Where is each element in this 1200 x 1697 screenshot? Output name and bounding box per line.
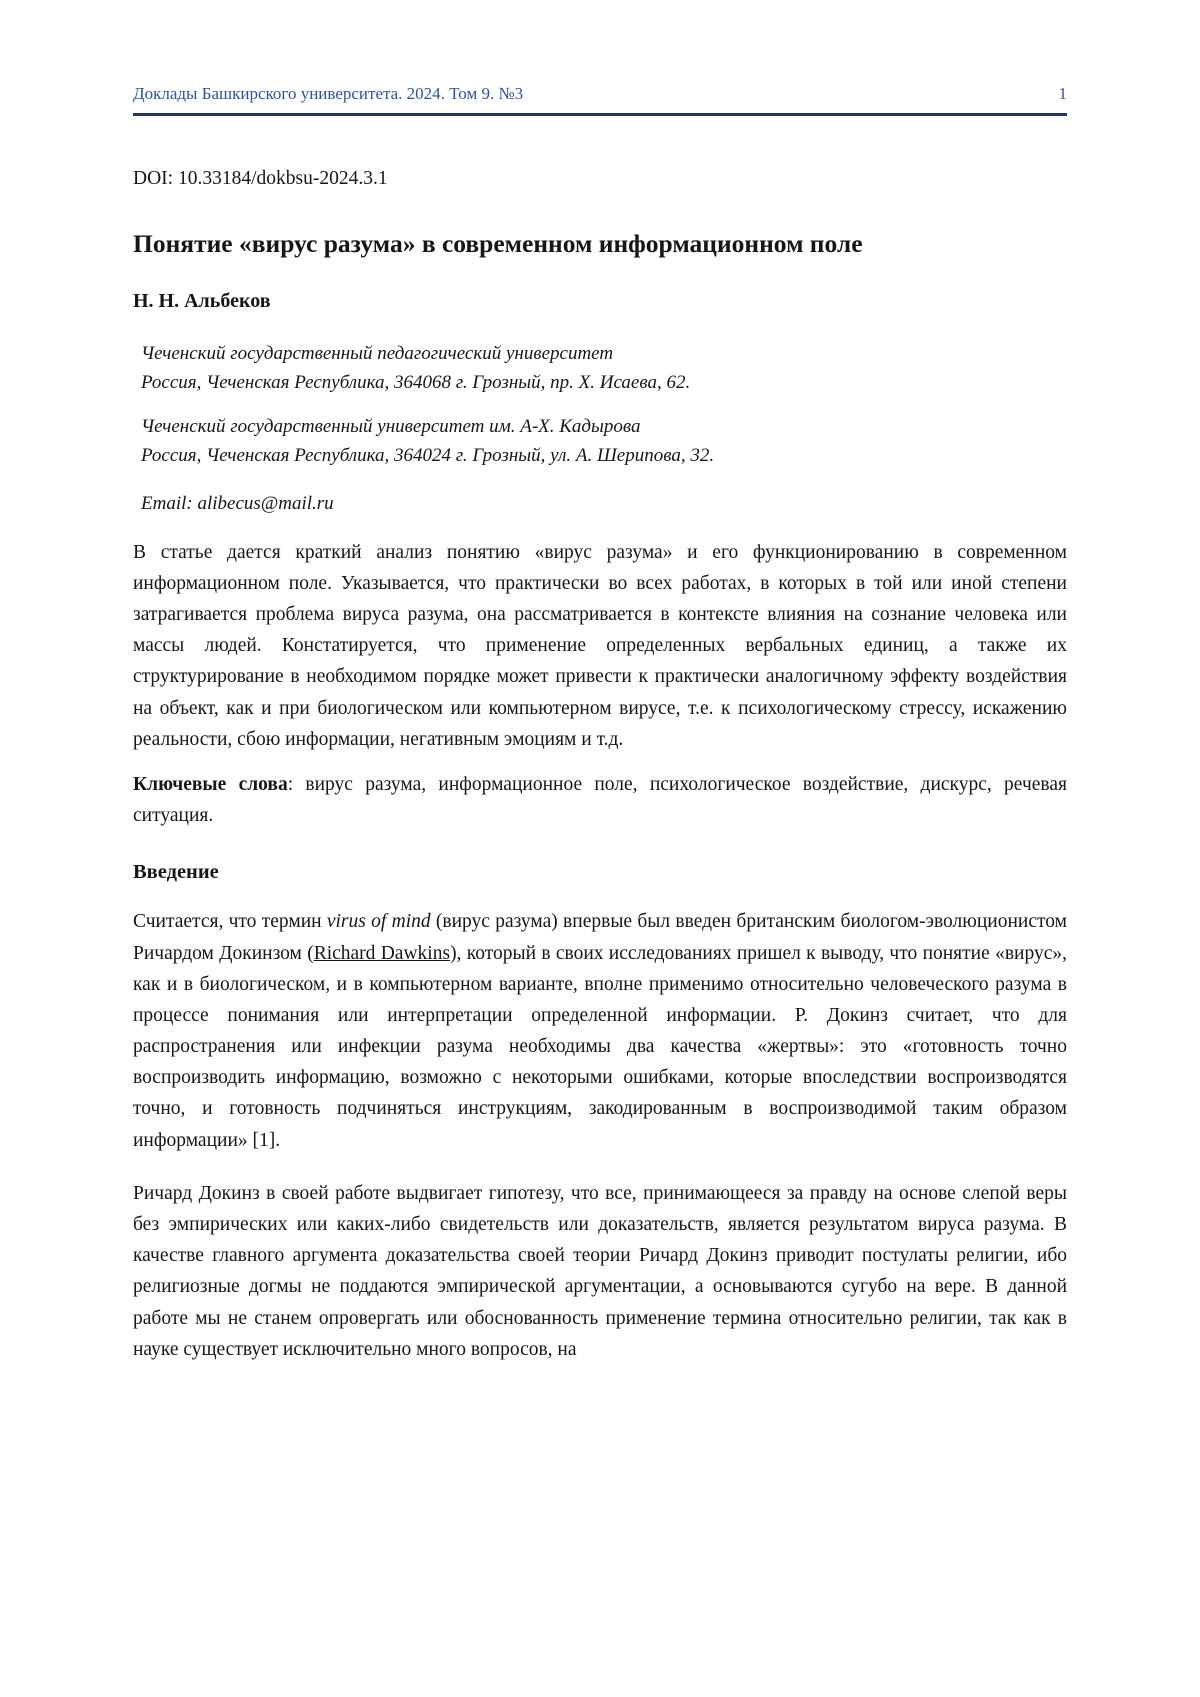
keywords-label: Ключевые слова [133, 773, 288, 795]
header-rule [133, 113, 1067, 116]
intro-paragraph-2: Ричард Докинз в своей работе выдвигает гипотезу, что все, принимающееся за правду на основе слепой веры без эмпирических или каких-либо свидетельств или доказательств, является результатом вируса разума. В качестве главного аргумента доказательства своей теории Ричард Докинз приводит постулаты религии, ибо религиозные догмы не поддаются эмпирической аргументации, а основываются сугубо на вере. В данной работе мы не станем опровергать или обоснованность применение термина относительно религии, так как в науке существует исключительно много вопросов, на [133, 1182, 1067, 1360]
affiliation-2-address: Россия, Чеченская Республика, 364024 г. Грозный, ул. А. Шерипова, 32. [141, 445, 715, 467]
affiliation-1-name: Чеченский государственный педагогический университет [141, 342, 614, 364]
intro-p1-term-virus-of-mind: virus of mind [326, 911, 431, 933]
richard-dawkins-link[interactable]: Richard Dawkins [313, 942, 451, 964]
abstract-paragraph: В статье дается краткий анализ понятию «вирус разума» и его функционированию в современном информационном поле. Указывается, что практически во всех работах, в которых в той или иной степени затрагивается проблема вируса разума, она рассматривается в контексте влияния на сознание человека или массы людей. Констатируется, что применение определенных вербальных единиц, а также их структурирование в необходимом порядке может привести к практически аналогичному эффекту воздействия на объект, как и при биологическом или компьютерном вирусе, т.е. к психологическому стрессу, искажению реальности, сбою информации, негативным эмоциям и т.д. [133, 541, 1067, 750]
author-email: Email: alibecus@mail.ru [141, 492, 334, 514]
journal-title: Доклады Башкирского университета. 2024. Том 9. №3 [133, 84, 524, 103]
intro-p1-text-1: Считается, что термин [133, 911, 327, 933]
intro-p1-text-3: ), который в своих исследованиях пришел к выводу, что понятие «вирус», как и в биологическом, и в компьютерном варианте, вполне применимо относительно человеческого разума в процессе понимания или интерпретации определенной информации. Р. Докинз считает, что для распространения или инфекции разума необходимы два качества «жертвы»: это «готовность точно воспроизводить информацию, возможно с некоторыми ошибками, которые впоследствии воспроизводятся точно, и готовность подчиняться инструкциям, закодированным в воспроизводимой таким образом информации» [1]. [133, 942, 1067, 1151]
affiliation-1 [141, 339, 1067, 398]
intro-paragraph-1 [133, 906, 1067, 1156]
author-name: Н. Н. Альбеков [133, 289, 271, 312]
keywords-text: : вирус разума, информационное поле, психологическое воздействие, дискурс, речевая ситуация. [133, 773, 1068, 827]
page-header [133, 84, 1067, 104]
intro-p1-text-2: (вирус разума) впервые был введен британским биологом-эволюционистом Ричардом Докинзом ( [133, 911, 1067, 964]
affiliation-2 [141, 412, 1067, 471]
affiliation-1-address: Россия, Чеченская Республика, 364068 г. Грозный, пр. Х. Исаева, 62. [141, 372, 691, 394]
page-number: 1 [1058, 84, 1067, 103]
keywords-paragraph [133, 769, 1067, 831]
affiliation-2-name: Чеченский государственный университет им. А-Х. Кадырова [141, 415, 641, 437]
doi: DOI: 10.33184/dokbsu-2024.3.1 [133, 168, 388, 189]
article-title: Понятие «вирус разума» в современном информационном поле [133, 229, 863, 258]
section-heading-introduction: Введение [133, 861, 219, 884]
